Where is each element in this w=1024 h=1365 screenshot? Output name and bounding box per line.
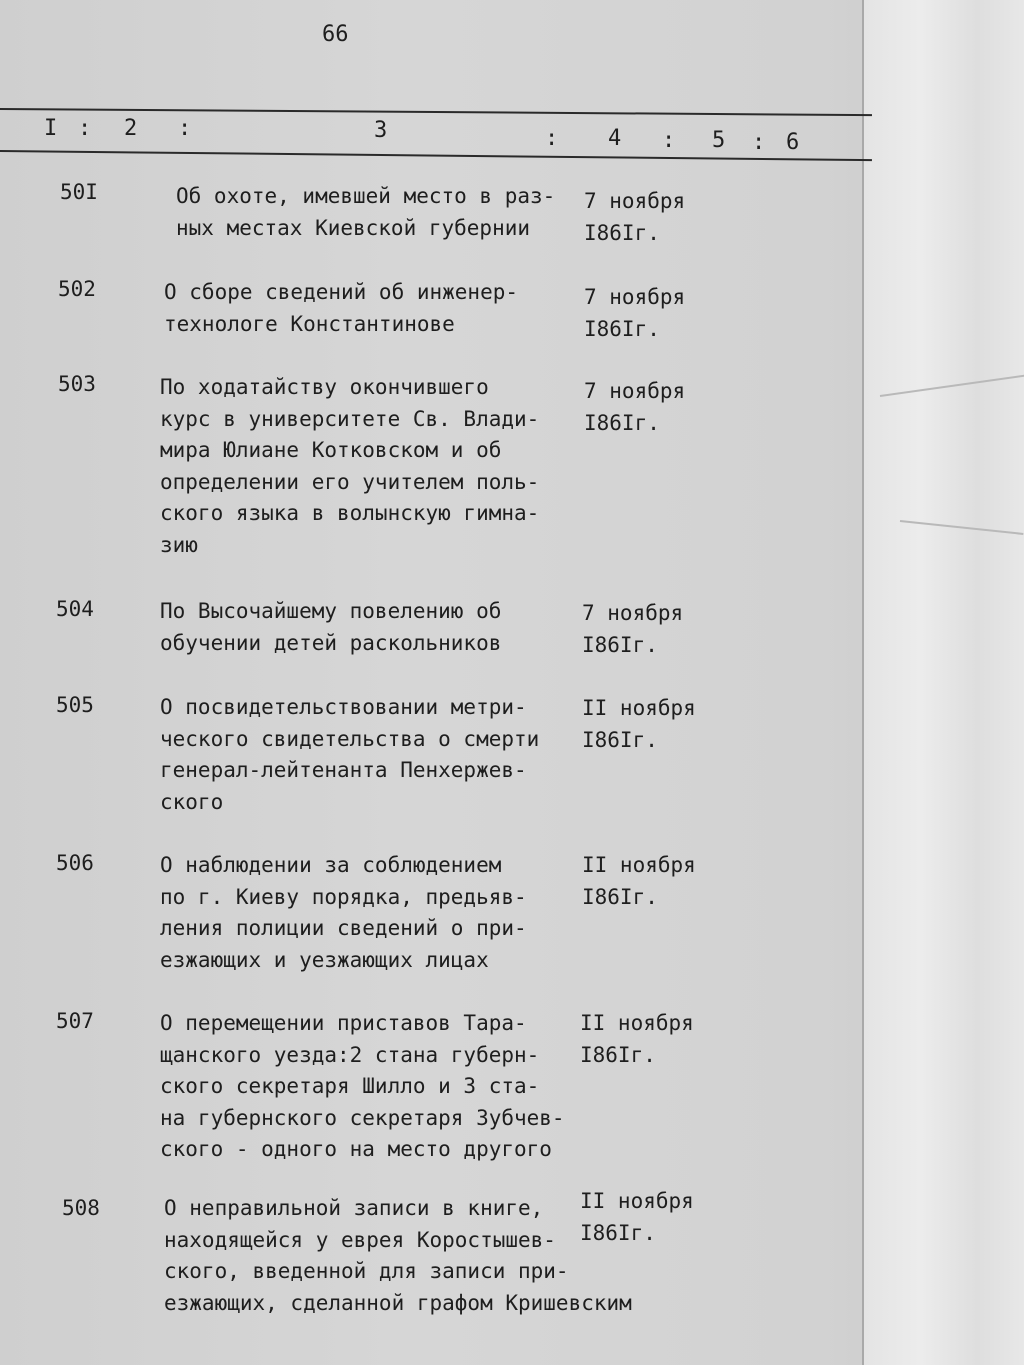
entry-date — [582, 693, 696, 756]
entry-title-line: ных местах Киевской губернии — [176, 215, 531, 240]
entry-title — [160, 692, 539, 818]
column-separator: : — [752, 130, 766, 155]
entry-date-day: II ноября — [582, 853, 696, 877]
entry-number: 506 — [56, 851, 94, 875]
entry-date-day: II ноября — [582, 696, 696, 720]
page-number: 66 — [322, 22, 349, 47]
entry-title — [160, 372, 539, 561]
entry-title — [164, 277, 518, 340]
entry-date-year: I86Iг. — [582, 727, 658, 752]
entry-title-line: по г. Киеву порядка, предьяв- — [160, 884, 527, 909]
column-header-1: I — [44, 116, 58, 141]
entry-title-line: О неправильной записи в книге, — [164, 1196, 544, 1220]
column-separator: : — [662, 128, 676, 153]
entry-title-line: ского, введенной для записи при- — [164, 1259, 569, 1283]
entry-date-year: I86Iг. — [582, 632, 658, 657]
entry-number: 503 — [58, 372, 96, 396]
table-header-bottom-rule — [0, 150, 872, 161]
entry-date-year: I86Iг. — [584, 410, 660, 435]
column-header-5: 5 — [712, 128, 726, 153]
entry-number: 505 — [56, 693, 94, 717]
entry-date-year: I86Iг. — [584, 220, 660, 245]
entry-title-line: езжающих, сделанной графом Кришевским — [164, 1290, 632, 1315]
entry-title-line: генерал-лейтенанта Пенхержев- — [160, 758, 527, 782]
entry-title — [176, 181, 555, 244]
entry-date-day: 7 ноября — [584, 379, 686, 403]
entry-number: 504 — [56, 597, 94, 621]
column-header-3: 3 — [374, 118, 388, 143]
entry-title-line: обучении детей раскольников — [160, 630, 502, 655]
entry-date — [582, 598, 683, 661]
entry-title-line: зию — [160, 532, 198, 557]
table-header-top-rule — [0, 108, 872, 116]
entry-title — [160, 1008, 565, 1166]
entry-number: 50I — [60, 180, 98, 204]
entry-date — [582, 850, 696, 913]
entry-title-line: находящейся у еврея Коростышев- — [164, 1227, 556, 1252]
entry-title-line: Об охоте, имевшей место в раз- — [176, 184, 556, 208]
entry-date — [584, 186, 685, 249]
entry-date-year: I86Iг. — [580, 1042, 656, 1067]
entry-title-line: на губернского секретаря Зубчев- — [160, 1105, 565, 1130]
entry-date — [584, 282, 685, 345]
entry-date-year: I86Iг. — [584, 316, 660, 341]
entry-title-line: ления полиции сведений о при- — [160, 916, 527, 940]
entry-title-line: О сборе сведений об инженер- — [164, 280, 519, 304]
entry-date — [580, 1186, 694, 1249]
column-separator: : — [178, 116, 192, 141]
entry-title-line: технологе Константинове — [164, 311, 455, 336]
column-header-2: 2 — [124, 116, 138, 141]
column-separator: : — [78, 116, 92, 141]
entry-title-line: ского языка в волынскую гимна- — [160, 501, 540, 525]
entry-date — [580, 1008, 694, 1071]
entry-title-line: ского - одного на место другого — [160, 1137, 552, 1161]
entry-date-day: II ноября — [580, 1011, 694, 1035]
entry-title-line: мира Юлиане Котковском и об — [160, 438, 502, 462]
entry-number: 508 — [62, 1196, 100, 1220]
entry-title-line: О наблюдении за соблюдением — [160, 853, 502, 877]
entry-date-day: 7 ноября — [584, 285, 686, 309]
entry-title-line: ческого свидетельства о смерти — [160, 726, 540, 751]
entry-date-day: II ноября — [580, 1189, 694, 1213]
entry-title-line: езжающих и уезжающих лицах — [160, 947, 489, 972]
entry-title-line: определении его учителем поль- — [160, 469, 540, 494]
entry-date-year: I86Iг. — [582, 884, 658, 909]
entry-title-line: ского — [160, 789, 224, 814]
column-header-4: 4 — [608, 126, 622, 151]
entry-title-line: курс в университете Св. Влади- — [160, 406, 540, 431]
entry-title-line: ского секретаря Шилло и 3 ста- — [160, 1074, 540, 1098]
entry-number: 502 — [58, 277, 96, 301]
entry-title — [164, 1193, 632, 1319]
entry-date-day: 7 ноября — [584, 189, 686, 213]
underlying-sheet-edge — [862, 0, 1024, 1365]
entry-number: 507 — [56, 1009, 94, 1033]
entry-date-year: I86Iг. — [580, 1220, 656, 1245]
entry-title — [160, 850, 527, 976]
entry-title-line: По ходатайству окончившего — [160, 375, 489, 399]
entry-title-line: О перемещении приставов Тара- — [160, 1011, 527, 1035]
entry-date — [584, 376, 685, 439]
entry-date-day: 7 ноября — [582, 601, 684, 625]
column-separator: : — [545, 126, 559, 151]
column-header-6: 6 — [786, 130, 800, 155]
entry-title-line: О посвидетельствовании метри- — [160, 695, 527, 719]
entry-title — [160, 596, 501, 659]
entry-title-line: щанского уезда:2 стана губерн- — [160, 1042, 540, 1067]
entry-title-line: По Высочайшему повелению об — [160, 599, 502, 623]
